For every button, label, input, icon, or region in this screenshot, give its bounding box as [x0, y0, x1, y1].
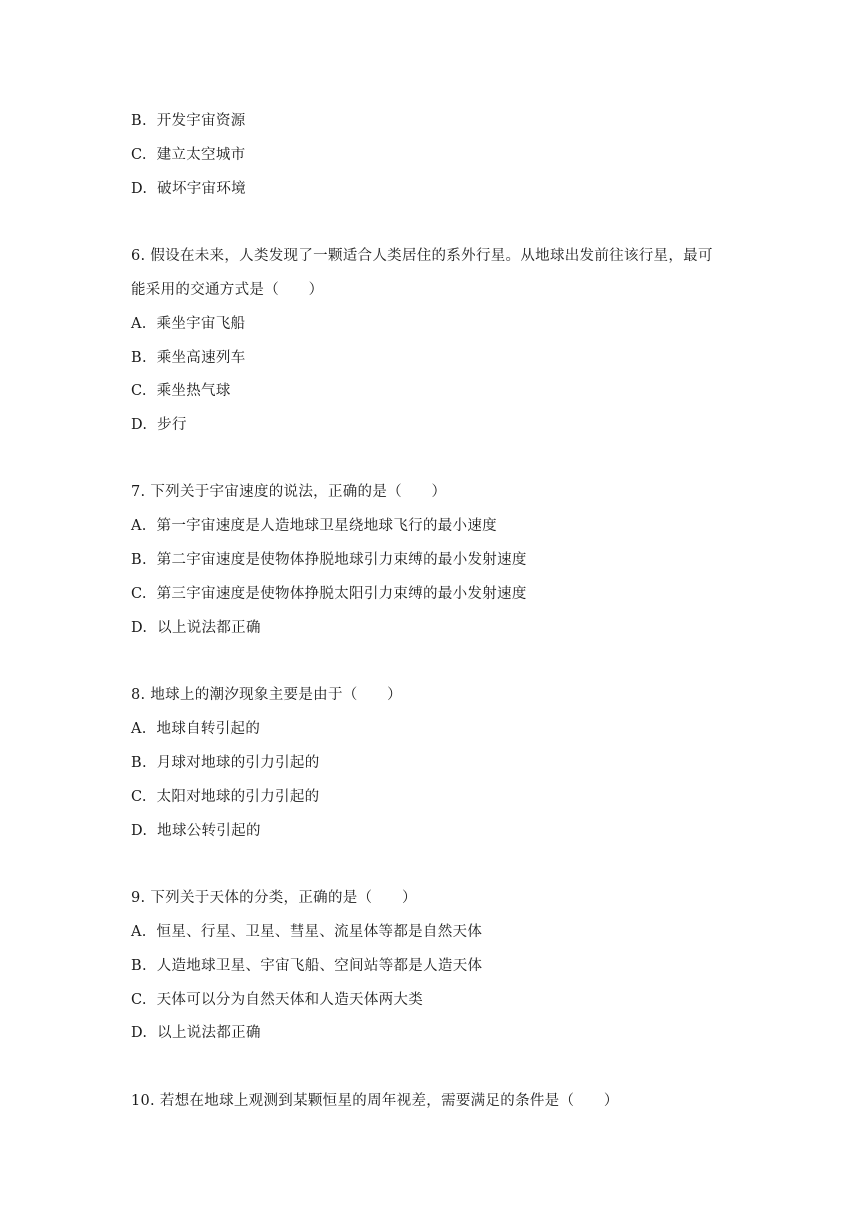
q6-option-a [131, 314, 245, 334]
option-letter: A. [131, 518, 147, 534]
q6-stem-line2: 能采用的交通方式是（ ） [131, 282, 324, 298]
option-letter: D. [131, 1025, 148, 1041]
option-letter: A. [131, 924, 147, 940]
option-letter: C. [131, 147, 147, 163]
q8-option-c [131, 787, 319, 807]
q5-option-b [131, 111, 246, 131]
option-letter: D. [131, 823, 148, 839]
option-text: 以上说法都正确 [157, 1025, 261, 1041]
q9-option-c [131, 990, 423, 1010]
option-text: 开发宇宙资源 [156, 113, 246, 129]
option-letter: D. [131, 620, 148, 636]
q9-option-d [131, 1023, 261, 1043]
option-text: 第一宇宙速度是人造地球卫星绕地球飞行的最小速度 [156, 518, 497, 534]
option-letter: C. [131, 789, 147, 805]
q8-option-d [131, 821, 261, 841]
q9-option-b [131, 956, 482, 976]
option-letter: C. [131, 383, 147, 399]
option-text: 乘坐高速列车 [156, 350, 246, 366]
option-text: 建立太空城市 [156, 147, 246, 163]
q8-stem: 8. 地球上的潮汐现象主要是由于（ ） [131, 687, 402, 703]
option-text: 地球公转引起的 [157, 823, 261, 839]
q8-option-b [131, 753, 320, 773]
option-text: 天体可以分为自然天体和人造天体两大类 [156, 992, 424, 1008]
q7-option-c [131, 584, 527, 604]
option-letter: C. [131, 992, 147, 1008]
q8-option-a [131, 719, 260, 739]
option-text: 破坏宇宙环境 [157, 181, 246, 197]
option-text: 人造地球卫星、宇宙飞船、空间站等都是人造天体 [156, 958, 483, 974]
option-letter: B. [131, 113, 147, 129]
option-letter: B. [131, 350, 147, 366]
q7-option-a [131, 516, 497, 536]
option-text: 乘坐宇宙飞船 [156, 316, 246, 332]
option-letter: B. [131, 552, 147, 568]
option-letter: A. [131, 316, 147, 332]
option-text: 第三宇宙速度是使物体挣脱太阳引力束缚的最小发射速度 [156, 586, 527, 602]
option-text: 乘坐热气球 [156, 383, 231, 399]
option-letter: D. [131, 181, 148, 197]
option-letter: B. [131, 755, 147, 771]
option-letter: A. [131, 721, 147, 737]
q7-option-d [131, 618, 261, 638]
q6-option-d [131, 415, 187, 435]
option-letter: B. [131, 958, 147, 974]
q6-stem-line1: 6. 假设在未来，人类发现了一颗适合人类居住的系外行星。从地球出发前往该行星，最可 [131, 248, 713, 264]
q6-option-b [131, 348, 246, 368]
option-letter: C. [131, 586, 147, 602]
q5-option-d [131, 179, 246, 199]
q9-option-a [131, 922, 482, 942]
option-text: 太阳对地球的引力引起的 [156, 789, 320, 805]
q9-stem: 9. 下列关于天体的分类，正确的是（ ） [131, 890, 417, 906]
option-text: 地球自转引起的 [156, 721, 261, 737]
option-text: 月球对地球的引力引起的 [156, 755, 320, 771]
option-letter: D. [131, 417, 148, 433]
option-text: 恒星、行星、卫星、彗星、流星体等都是自然天体 [156, 924, 483, 940]
q7-option-b [131, 550, 527, 570]
option-text: 以上说法都正确 [157, 620, 261, 636]
q10-stem: 10. 若想在地球上观测到某颗恒星的周年视差，需要满足的条件是（ ） [131, 1093, 619, 1109]
q6-option-c [131, 381, 231, 401]
option-text: 第二宇宙速度是使物体挣脱地球引力束缚的最小发射速度 [156, 552, 527, 568]
q5-option-c [131, 145, 245, 165]
option-text: 步行 [157, 417, 187, 433]
q7-stem: 7. 下列关于宇宙速度的说法，正确的是（ ） [131, 484, 447, 500]
